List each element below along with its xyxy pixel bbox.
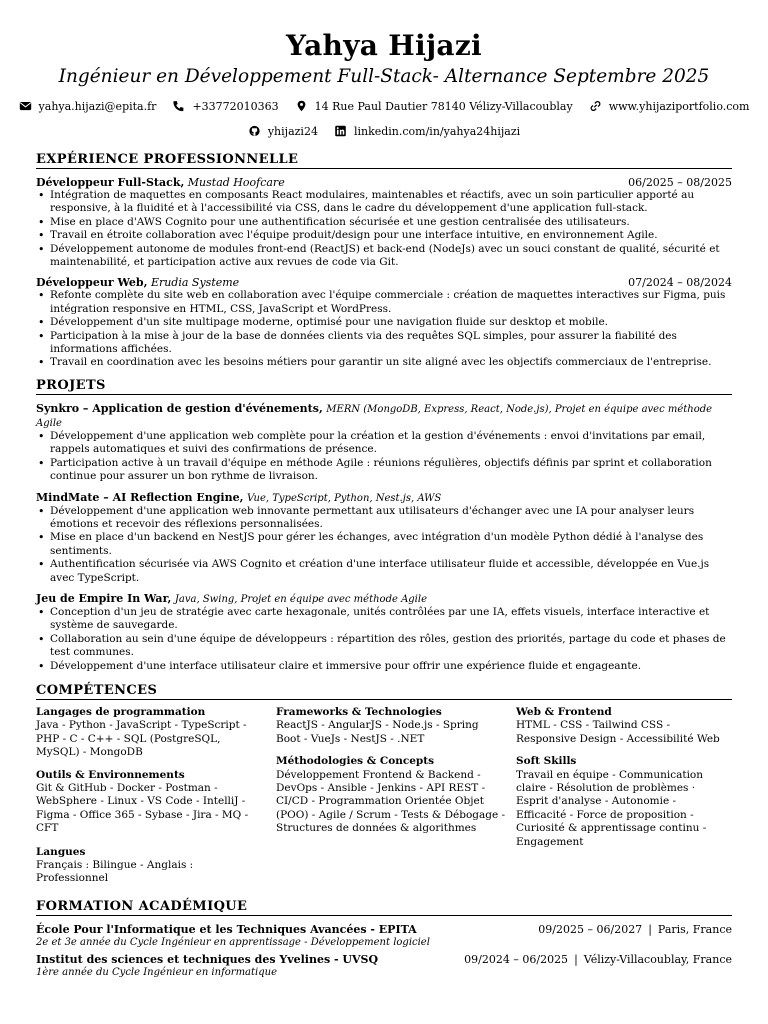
bullet-item: • Développement d'un site multipage moderne, optimisé pour une navigation fluide sur desktop et mobile. [50, 316, 732, 329]
education-detail: 2e et 3e année du Cycle Ingénieur en apprentissage - Développement logiciel [36, 936, 430, 948]
project-stack: Java, Swing, Projet en équipe avec méthode Agile [174, 593, 427, 605]
projects-section [36, 378, 732, 673]
education-location: Paris, France [657, 922, 732, 936]
skill-group-text: Développement Frontend & Backend - DevOps - Ansible - Jenkins - API REST - CI/CD - Programmation Orientée Objet (POO) - Agile / Scrum - Tests & Débogage - Structures de données & algorithmes [276, 768, 506, 835]
bullet-item: • Travail en coordination avec les besoins métiers pour garantir un site aligné avec les objectifs commerciaux de l'entreprise. [50, 356, 732, 369]
contact-linkedin[interactable] [334, 125, 520, 138]
bullet-item: • Participation active à un travail d'équipe en méthode Agile : réunions régulières, objectifs définis par sprint et collaboration continue pour assurer un bon rythme de livraison. [50, 457, 732, 484]
skills-column [516, 706, 732, 895]
bullet-list [36, 430, 732, 484]
skill-group-text: Git & GitHub - Docker - Postman - WebSphere - Linux - VS Code - IntelliJ - Figma - Office 365 - Sybase - Jira - MQ - CFT [36, 782, 249, 835]
skill-group [276, 706, 516, 746]
skill-group-text: Java - Python - JavaScript - TypeScript - PHP - C - C++ - SQL (PostgreSQL, MySQL) - MongoDB [36, 719, 247, 759]
skills-section [36, 683, 732, 895]
bullet-item: • Mise en place d'AWS Cognito pour une authentification sécurisée et une gestion centralisée des utilisateurs. [50, 216, 732, 229]
education-dates: 09/2024 – 06/2025 [464, 952, 569, 966]
skill-group-title: Frameworks & Technologies [276, 705, 442, 718]
job-title: Ingénieur en Développement Full-Stack- Alternance Septembre 2025 [58, 66, 710, 87]
entry-header [36, 402, 732, 430]
bullet-list [36, 505, 732, 585]
separator: | [648, 922, 652, 936]
skill-group [516, 755, 732, 849]
skills-column [276, 706, 516, 895]
bullet-list [36, 606, 732, 673]
project-entry [36, 592, 732, 673]
skills-grid [36, 706, 732, 895]
bullet-list [36, 289, 732, 369]
project-name: Synkro – Application de gestion d'événements, [36, 401, 323, 415]
bullet-item: • Refonte complète du site web en collaboration avec l'équipe commerciale : création de maquettes interactives sur Figma, puis intégration responsive en HTML, CSS, JavaScript et WordPress. [50, 289, 732, 316]
contact-phone-text: +33772010363 [192, 99, 279, 113]
company-name: Mustad Hoofcare [187, 176, 285, 189]
project-entry [36, 491, 732, 585]
skill-group-text: HTML - CSS - Tailwind CSS - Responsive Design - Accessibilité Web [516, 719, 720, 745]
experience-section [36, 152, 732, 370]
project-name: MindMate – AI Reflection Engine, [36, 490, 244, 504]
skill-group-title: Langages de programmation [36, 705, 206, 718]
section-title: COMPÉTENCES [36, 683, 732, 700]
contact-website[interactable] [589, 100, 750, 113]
school-name: Institut des sciences et techniques des Yvelines - UVSQ [36, 952, 379, 966]
bullet-list [36, 189, 732, 269]
entry-header [36, 592, 732, 606]
skill-group [36, 706, 276, 760]
envelope-icon [19, 100, 32, 112]
contact-address-text: 14 Rue Paul Dautier 78140 Vélizy-Villacoublay [314, 99, 573, 113]
bullet-item: • Conception d'un jeu de stratégie avec carte hexagonale, unités contrôlées par une IA, effets visuels, interface interactive et système de sauvegarde. [50, 606, 732, 633]
github-icon [248, 125, 261, 137]
bullet-item: • Mise en place d'un backend en NestJS pour gérer les échanges, avec intégration d'un modèle Python dédié à l'analyse des sentiments. [50, 531, 732, 558]
entry-header [36, 953, 732, 966]
bullet-item: • Développement autonome de modules front-end (ReactJS) et back-end (NodeJs) avec un souci constant de qualité, sécurité et maintenabilité, et participation active aux revues de code via Git. [50, 243, 732, 270]
project-entry [36, 402, 732, 484]
skills-column [36, 706, 276, 895]
project-stack: MERN (MongoDB, Express, React, Node.js), Projet en équipe avec méthode Agile [36, 403, 713, 429]
contact-linkedin-text: linkedin.com/in/yahya24hijazi [353, 124, 521, 138]
job-role: Développeur Full-Stack, [36, 176, 185, 189]
location-icon [295, 100, 308, 112]
entry-header [36, 276, 732, 289]
education-entry [36, 953, 732, 979]
phone-icon [172, 100, 185, 112]
education-detail: 1ère année du Cycle Ingénieur en informatique [36, 966, 277, 978]
bullet-item: • Participation à la mise à jour de la base de données clients via des requêtes SQL simples, pour assurer la fiabilité des informations affichées. [50, 330, 732, 357]
contact-address [295, 100, 573, 113]
link-icon [589, 100, 602, 112]
contact-email[interactable] [19, 100, 157, 113]
experience-entry [36, 276, 732, 369]
project-name: Jeu de Empire In War, [36, 591, 172, 605]
skill-group-title: Méthodologies & Concepts [276, 755, 435, 768]
linkedin-icon [334, 125, 347, 137]
education-location: Vélizy-Villacoublay, France [583, 952, 732, 966]
contact-phone[interactable] [172, 100, 278, 113]
company-name: Erudia Systeme [150, 276, 240, 290]
skill-group-text: ReactJS - AngularJS - Node.js - Spring Boot - VueJs - NestJS - .NET [276, 719, 479, 745]
skill-group-title: Langues [36, 845, 86, 858]
education-entry [36, 923, 732, 949]
contact-github-text: yhijazi24 [267, 124, 318, 138]
skill-group-title: Web & Frontend [516, 705, 612, 718]
candidate-name: Yahya Hijazi [286, 29, 482, 62]
section-title: FORMATION ACADÉMIQUE [36, 899, 732, 916]
bullet-item: • Développement d'une application web innovante permettant aux utilisateurs d'échanger avec une IA pour analyser leurs émotions et recevoir des réflexions personnalisées. [50, 505, 732, 532]
education-dates: 09/2025 – 06/2027 [538, 922, 643, 936]
contact-website-text: www.yhijaziportfolio.com [608, 99, 750, 113]
job-dates: 06/2025 – 08/2025 [628, 176, 732, 189]
contact-github[interactable] [248, 125, 318, 138]
skill-group [516, 706, 732, 746]
bullet-item: • Travail en étroite collaboration avec l'équipe produit/design pour une interface intuitive, en environnement Agile. [50, 229, 732, 242]
entry-header [36, 491, 732, 505]
separator: | [574, 952, 578, 966]
experience-entry [36, 176, 732, 269]
job-role: Développeur Web, [36, 276, 148, 290]
skill-group-title: Outils & Environnements [36, 768, 185, 781]
bullet-item: • Collaboration au sein d'une équipe de développeurs : répartition des rôles, gestion des priorités, partage du code et phases de test communes. [50, 633, 732, 660]
school-name: École Pour l'Informatique et les Techniques Avancées - EPITA [36, 922, 417, 936]
bullet-item: • Intégration de maquettes en composants React modulaires, maintenables et réactifs, avec un soin particulier apporté au responsive, à la fluidité et à l'accessibilité via CSS, dans le cadre du développement d'une application full-stack. [50, 189, 732, 216]
contact-row-secondary [36, 124, 732, 138]
job-dates: 07/2024 – 08/2024 [628, 276, 732, 290]
section-title: EXPÉRIENCE PROFESSIONNELLE [36, 152, 732, 169]
skill-group [276, 755, 516, 835]
skill-group-title: Soft Skills [516, 755, 577, 768]
bullet-item: • Développement d'une application web complète pour la création et la gestion d'événements : envoi d'invitations par email, rappels automatiques et suivi des confirmations de présence. [50, 430, 732, 457]
skill-group-text: Travail en équipe - Communication claire - Résolution de problèmes · Esprit d'analyse - Autonomie - Efficacité - Force de proposition - Curiosité & apprentissage continu - Engagement [516, 768, 707, 848]
contact-row [36, 99, 750, 113]
skill-group [36, 769, 276, 836]
entry-header [36, 176, 732, 189]
education-section [36, 899, 732, 979]
skill-group-text: Français : Bilingue - Anglais : Professionnel [36, 859, 194, 885]
bullet-item: • Authentification sécurisée via AWS Cognito et création d'une interface utilisateur fluide et accessible, développée en Vue.js avec TypeScript. [50, 558, 732, 585]
project-stack: Vue, TypeScript, Python, Nest.js, AWS [246, 492, 442, 504]
skill-group [36, 846, 276, 886]
contact-email-text: yahya.hijazi@epita.fr [38, 99, 157, 113]
section-title: PROJETS [36, 378, 732, 395]
entry-header [36, 923, 732, 936]
bullet-item: • Développement d'une interface utilisateur claire et immersive pour offrir une expérience fluide et engageante. [50, 660, 732, 673]
